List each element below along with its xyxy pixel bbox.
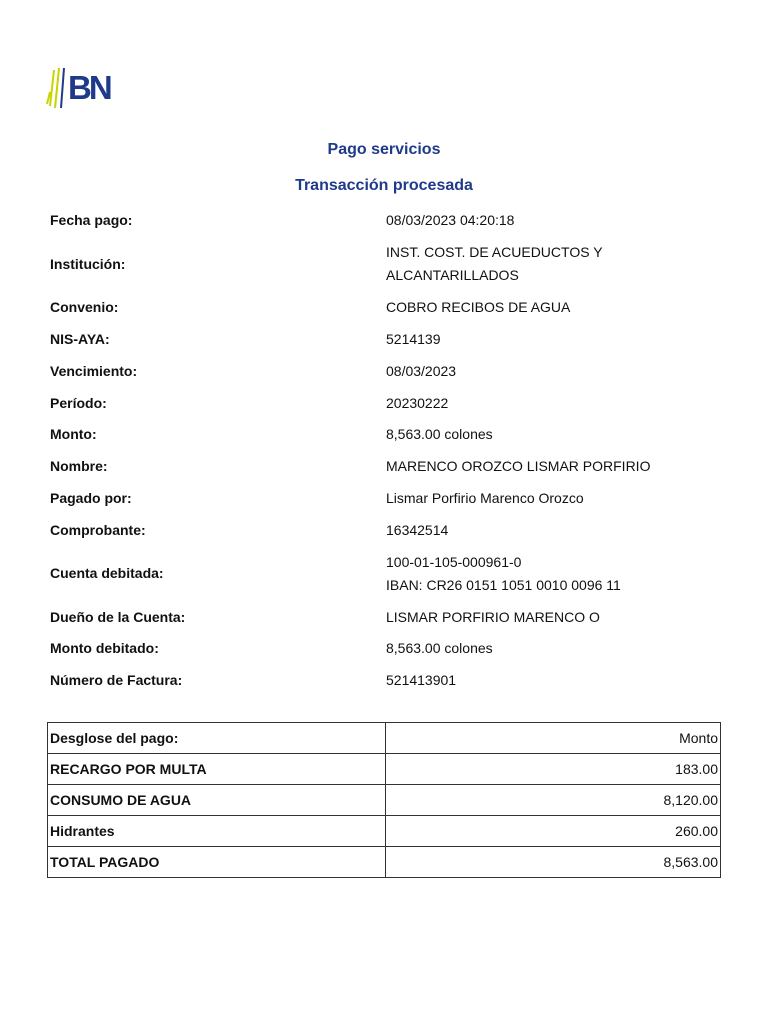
detail-value: 5214139 [386, 330, 441, 347]
table-header-amount: Monto [386, 723, 721, 754]
detail-row-pagado-por [50, 483, 730, 515]
payment-breakdown-table [47, 722, 721, 878]
table-row [48, 785, 721, 816]
table-row-total [48, 847, 721, 878]
transaction-details [50, 205, 730, 697]
detail-row-vencimiento [50, 355, 730, 387]
detail-label: Fecha pago: [50, 212, 133, 229]
detail-value: 16342514 [386, 521, 449, 538]
detail-row-convenio [50, 292, 730, 324]
table-header-label: Desglose del pago: [48, 723, 386, 754]
table-row [48, 816, 721, 847]
detail-value: LISMAR PORFIRIO MARENCO O [386, 608, 600, 625]
detail-label: NIS-AYA: [50, 330, 110, 347]
detail-label: Pagado por: [50, 489, 132, 506]
detail-label: Período: [50, 394, 107, 411]
table-cell-amount: 183.00 [386, 754, 721, 785]
detail-value-line1: INST. COST. DE ACUEDUCTOS Y [386, 244, 603, 261]
detail-value: 8,563.00 colones [386, 426, 493, 443]
table-header-row [48, 723, 721, 754]
table-row [48, 754, 721, 785]
detail-label: Institución: [50, 255, 126, 272]
detail-row-nombre [50, 451, 730, 483]
detail-value: MARENCO OROZCO LISMAR PORFIRIO [386, 458, 651, 475]
detail-value [386, 551, 730, 597]
detail-label: Número de Factura: [50, 672, 183, 689]
table-cell-label: TOTAL PAGADO [48, 847, 386, 878]
detail-label: Monto: [50, 426, 97, 443]
detail-label: Vencimiento: [50, 362, 138, 379]
table-cell-label: CONSUMO DE AGUA [48, 785, 386, 816]
detail-row-comprobante [50, 514, 730, 546]
detail-row-periodo [50, 387, 730, 419]
detail-row-nis [50, 324, 730, 356]
detail-label: Convenio: [50, 299, 119, 316]
detail-row-cuenta [50, 546, 730, 601]
bank-logo [46, 66, 124, 110]
detail-value: 8,563.00 colones [386, 640, 493, 657]
logo-text: BN [68, 69, 110, 106]
detail-value-line2: ALCANTARILLADOS [386, 267, 519, 284]
table-cell-label: Hidrantes [48, 816, 386, 847]
table-cell-label: RECARGO POR MULTA [48, 754, 386, 785]
detail-value-line1: 100-01-105-000961-0 [386, 553, 522, 570]
detail-row-institucion [50, 237, 730, 292]
detail-value: COBRO RECIBOS DE AGUA [386, 299, 571, 316]
detail-row-factura [50, 665, 730, 697]
detail-row-fecha [50, 205, 730, 237]
detail-label: Comprobante: [50, 521, 146, 538]
detail-value-line2: IBAN: CR26 0151 1051 0010 0096 11 [386, 576, 621, 593]
detail-label: Dueño de la Cuenta: [50, 608, 186, 625]
detail-value [386, 241, 730, 287]
detail-value: 521413901 [386, 672, 457, 689]
table-cell-amount: 8,563.00 [386, 847, 721, 878]
table-cell-amount: 8,120.00 [386, 785, 721, 816]
detail-value: Lismar Porfirio Marenco Orozco [386, 489, 584, 506]
page-title: Pago servicios [327, 141, 441, 158]
detail-value: 08/03/2023 04:20:18 [386, 212, 515, 229]
detail-label: Cuenta debitada: [50, 565, 164, 582]
page-subtitle: Transacción procesada [295, 177, 473, 194]
detail-row-monto [50, 419, 730, 451]
table-cell-amount: 260.00 [386, 816, 721, 847]
detail-value: 08/03/2023 [386, 362, 457, 379]
detail-label: Monto debitado: [50, 640, 159, 657]
detail-label: Nombre: [50, 458, 108, 475]
detail-row-monto-debitado [50, 633, 730, 665]
detail-row-dueno [50, 601, 730, 633]
detail-value: 20230222 [386, 394, 449, 411]
